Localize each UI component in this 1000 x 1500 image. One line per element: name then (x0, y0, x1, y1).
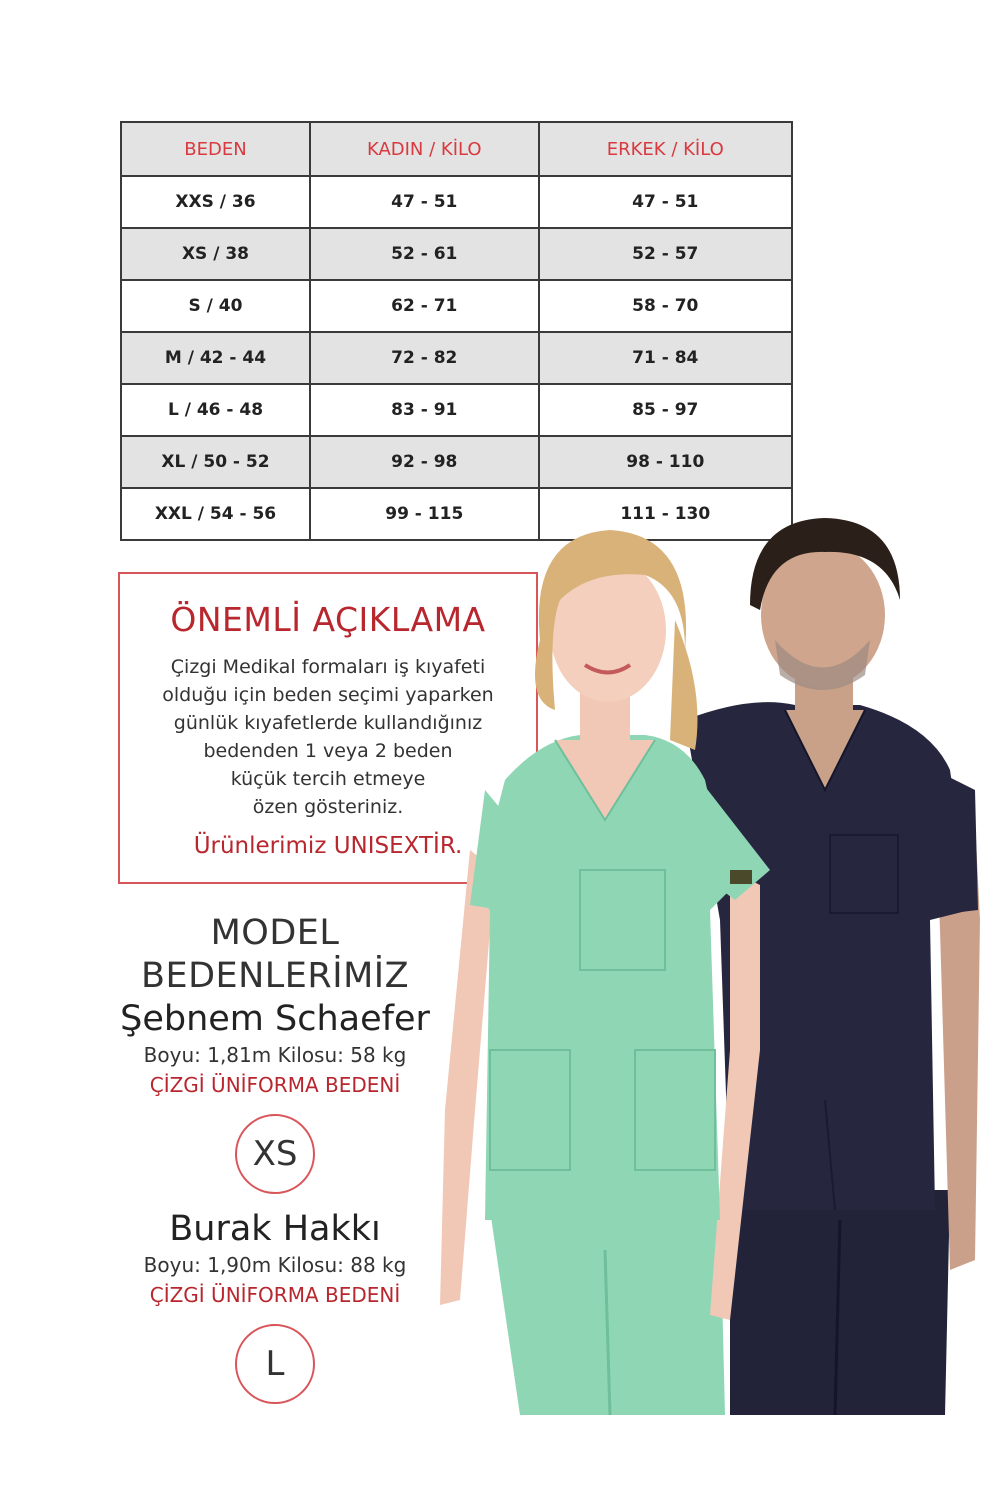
female-model-stats: Boyu: 1,81m Kilosu: 58 kg (143, 1043, 407, 1067)
note-footer: Ürünlerimiz UNISEXTİR. (193, 833, 463, 859)
male-uniform-size-label: ÇİZGİ ÜNİFORMA BEDENİ (149, 1283, 401, 1307)
note-title: ÖNEMLİ AÇIKLAMA (170, 600, 486, 639)
size-cell: XXS / 36 (121, 176, 310, 228)
table-row (121, 280, 792, 332)
note-line: günlük kıyafetlerde kullandığınız (173, 712, 483, 734)
male-weight-cell: 71 - 84 (539, 332, 792, 384)
female-weight-cell: 83 - 91 (310, 384, 539, 436)
note-line: bedenden 1 veya 2 beden (203, 740, 453, 762)
table-header-row (121, 122, 792, 176)
male-weight-cell: 85 - 97 (539, 384, 792, 436)
female-size-badge: XS (235, 1114, 315, 1194)
table-row (121, 436, 792, 488)
male-weight-cell: 58 - 70 (539, 280, 792, 332)
header-erkek-kilo: ERKEK / KİLO (539, 122, 792, 176)
table-row (121, 228, 792, 280)
male-weight-cell: 47 - 51 (539, 176, 792, 228)
female-weight-cell: 92 - 98 (310, 436, 539, 488)
female-weight-cell: 62 - 71 (310, 280, 539, 332)
models-photo (430, 490, 990, 1420)
model-sizes-section (110, 912, 440, 1418)
female-weight-cell: 47 - 51 (310, 176, 539, 228)
male-model-name: Burak Hakkı (169, 1209, 381, 1249)
male-size-badge: L (235, 1324, 315, 1404)
note-line: özen gösteriniz. (252, 796, 404, 818)
male-weight-cell: 111 - 130 (539, 488, 792, 540)
header-beden: BEDEN (121, 122, 310, 176)
size-chart-table (120, 121, 793, 541)
size-cell: M / 42 - 44 (121, 332, 310, 384)
note-line: Çizgi Medikal formaları iş kıyafeti (170, 656, 486, 678)
female-model-name: Şebnem Schaefer (120, 999, 430, 1039)
note-line: olduğu için beden seçimi yaparken (162, 684, 494, 706)
table-row (121, 176, 792, 228)
model-heading-line2: BEDENLERİMİZ (140, 956, 410, 996)
size-cell: XL / 50 - 52 (121, 436, 310, 488)
size-cell: S / 40 (121, 280, 310, 332)
female-weight-cell: 72 - 82 (310, 332, 539, 384)
male-model-stats: Boyu: 1,90m Kilosu: 88 kg (143, 1253, 407, 1277)
table-row (121, 332, 792, 384)
note-line: küçük tercih etmeye (230, 768, 426, 790)
size-cell: XS / 38 (121, 228, 310, 280)
female-model-figure (440, 530, 770, 1415)
table-row (121, 384, 792, 436)
model-heading-line1: MODEL (210, 913, 340, 953)
female-weight-cell: 52 - 61 (310, 228, 539, 280)
male-weight-cell: 98 - 110 (539, 436, 792, 488)
size-cell: L / 46 - 48 (121, 384, 310, 436)
female-weight-cell: 99 - 115 (310, 488, 539, 540)
female-uniform-size-label: ÇİZGİ ÜNİFORMA BEDENİ (149, 1073, 401, 1097)
size-cell: XXL / 54 - 56 (121, 488, 310, 540)
male-weight-cell: 52 - 57 (539, 228, 792, 280)
header-kadin-kilo: KADIN / KİLO (310, 122, 539, 176)
